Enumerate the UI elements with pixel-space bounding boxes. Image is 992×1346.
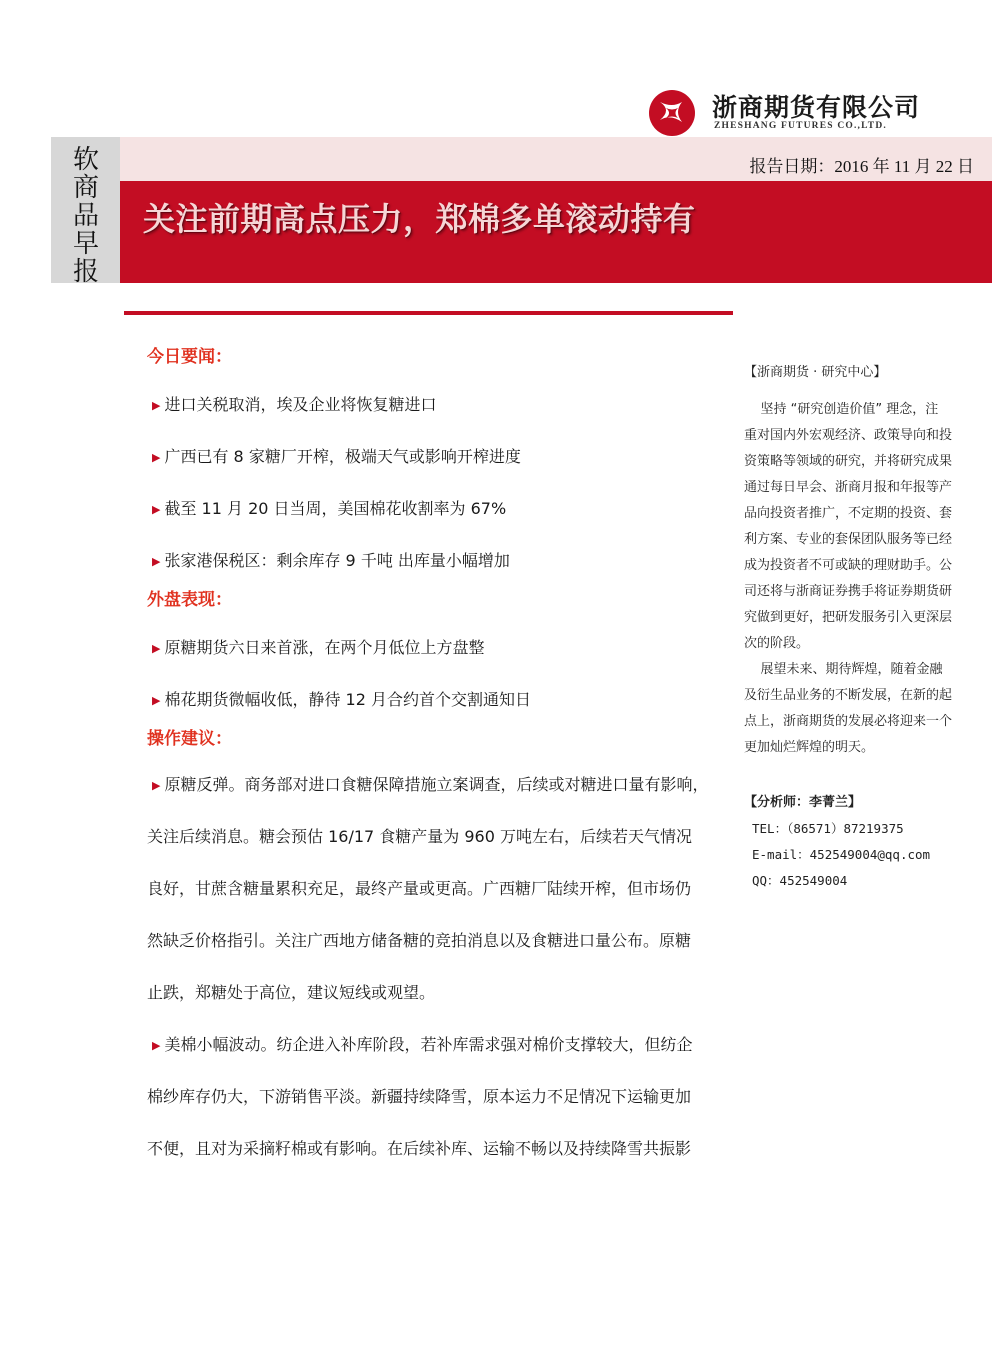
bullet-arrow-icon: ▶ (152, 451, 161, 464)
category-char: 商 (72, 173, 99, 203)
sidebar-line: 展望未来、期待辉煌，随着金融 (744, 662, 943, 677)
paragraph-text: 原糖反弹。商务部对进口食糖保障措施立案调查，后续或对糖进口量有影响， (164, 775, 709, 794)
bullet-arrow-icon: ▶ (152, 399, 161, 412)
paragraph-line: 然缺乏价格指引。关注广西地方储备糖的竞拍消息以及食糖进口量公布。原糖 (147, 931, 692, 950)
sidebar-line: 品向投资者推广，不定期的投资、套 (744, 506, 953, 521)
analyst-qq: QQ：452549004 (752, 873, 848, 888)
report-title: 关注前期高点压力，郑棉多单滚动持有 (143, 200, 696, 238)
paragraph-line: 关注后续消息。糖会预估 16/17 食糖产量为 960 万吨左右，后续若天气情况 (147, 827, 692, 846)
category-char: 品 (72, 201, 99, 231)
sidebar-line: 及衍生品业务的不断发展，在新的起 (744, 688, 953, 703)
paragraph-line (147, 759, 712, 811)
paragraph-line: 棉纱库存仍大，下游销售平淡。新疆持续降雪，原本运力不足情况下运输更加 (147, 1087, 692, 1106)
paragraph-line: 良好，甘蔗含糖量累积充足，最终产量或更高。广西糖厂陆续开榨，但市场仍 (147, 879, 692, 898)
sidebar-line: 利方案、专业的套保团队服务等已经 (744, 532, 953, 547)
category-char: 报 (72, 257, 99, 287)
external-item-text: 原糖期货六日来首涨，在两个月低位上方盘整 (164, 638, 485, 657)
sidebar-heading: 【浙商期货 · 研究中心】 (744, 365, 887, 380)
category-label (62, 146, 110, 286)
analyst-email[interactable]: E-mail：452549004@qq.com (752, 847, 931, 862)
section-heading-external: 外盘表现： (147, 590, 232, 610)
report-date: 报告日期：2016 年 11 月 22 日 (749, 157, 974, 176)
company-name-en: ZHESHANG FUTURES CO.,LTD. (714, 121, 887, 131)
analyst-tel: TEL：（86571）87219375 (752, 821, 904, 836)
external-item (152, 635, 484, 658)
company-name-cn: 浙商期货有限公司 (712, 93, 921, 122)
sidebar-line: 司还将与浙商证券携手将证券期货研 (744, 584, 953, 599)
news-item (152, 548, 510, 571)
news-item-text: 广西已有 8 家糖厂开榨，极端天气或影响开榨进度 (164, 447, 521, 466)
external-item (152, 687, 531, 710)
sidebar-line: 更加灿烂辉煌的明天。 (744, 740, 875, 755)
paragraph-line: 止跌，郑糖处于高位，建议短线或观望。 (147, 983, 436, 1002)
sidebar-line: 究做到更好，把研发服务引入更深层 (744, 610, 953, 625)
news-item (152, 444, 521, 467)
news-item-text: 张家港保税区：剩余库存 9 千吨 出库量小幅增加 (164, 551, 510, 570)
advice-sugar-paragraph (147, 759, 712, 1019)
section-heading-news: 今日要闻： (147, 347, 232, 367)
divider (124, 311, 733, 315)
external-item-text: 棉花期货微幅收低，静待 12 月合约首个交割通知日 (164, 690, 532, 709)
section-heading-advice: 操作建议： (147, 729, 232, 749)
sidebar-line: 次的阶段。 (744, 636, 810, 651)
bullet-arrow-icon: ▶ (152, 503, 161, 516)
bullet-arrow-icon: ▶ (152, 694, 161, 707)
sidebar-line: 点上，浙商期货的发展必将迎来一个 (744, 714, 953, 729)
bullet-arrow-icon: ▶ (152, 555, 161, 568)
sidebar-line: 资策略等领域的研究，并将研究成果 (744, 454, 953, 469)
advice-cotton-paragraph (147, 1019, 712, 1175)
sidebar-outlook (744, 657, 992, 761)
category-char: 软 (72, 145, 99, 175)
sidebar-intro (744, 397, 992, 657)
bullet-arrow-icon: ▶ (152, 642, 161, 655)
news-item-text: 进口关税取消，埃及企业将恢复糖进口 (164, 395, 437, 414)
paragraph-line (147, 1019, 712, 1071)
sidebar-line: 成为投资者不可或缺的理财助手。公 (744, 558, 953, 573)
news-item (152, 392, 436, 415)
sidebar-line: 坚持 “研究创造价值” 理念，注 (744, 402, 939, 417)
news-item-text: 截至 11 月 20 日当周，美国棉花收割率为 67% (164, 499, 507, 518)
news-item (152, 496, 506, 519)
category-char: 早 (72, 229, 99, 259)
analyst-heading: 【分析师：李菁兰】 (744, 795, 862, 810)
bullet-arrow-icon: ▶ (152, 1039, 161, 1052)
bullet-arrow-icon: ▶ (152, 779, 161, 792)
sidebar-line: 重对国内外宏观经济、政策导向和投 (744, 428, 953, 443)
sidebar-line: 通过每日早会、浙商月报和年报等产 (744, 480, 953, 495)
paragraph-line: 不便，且对为采摘籽棉或有影响。在后续补库、运输不畅以及持续降雪共振影 (147, 1139, 692, 1158)
zheshang-logo-icon (646, 88, 702, 138)
paragraph-text: 美棉小幅波动。纺企进入补库阶段，若补库需求强对棉价支撑较大，但纺企 (164, 1035, 693, 1054)
